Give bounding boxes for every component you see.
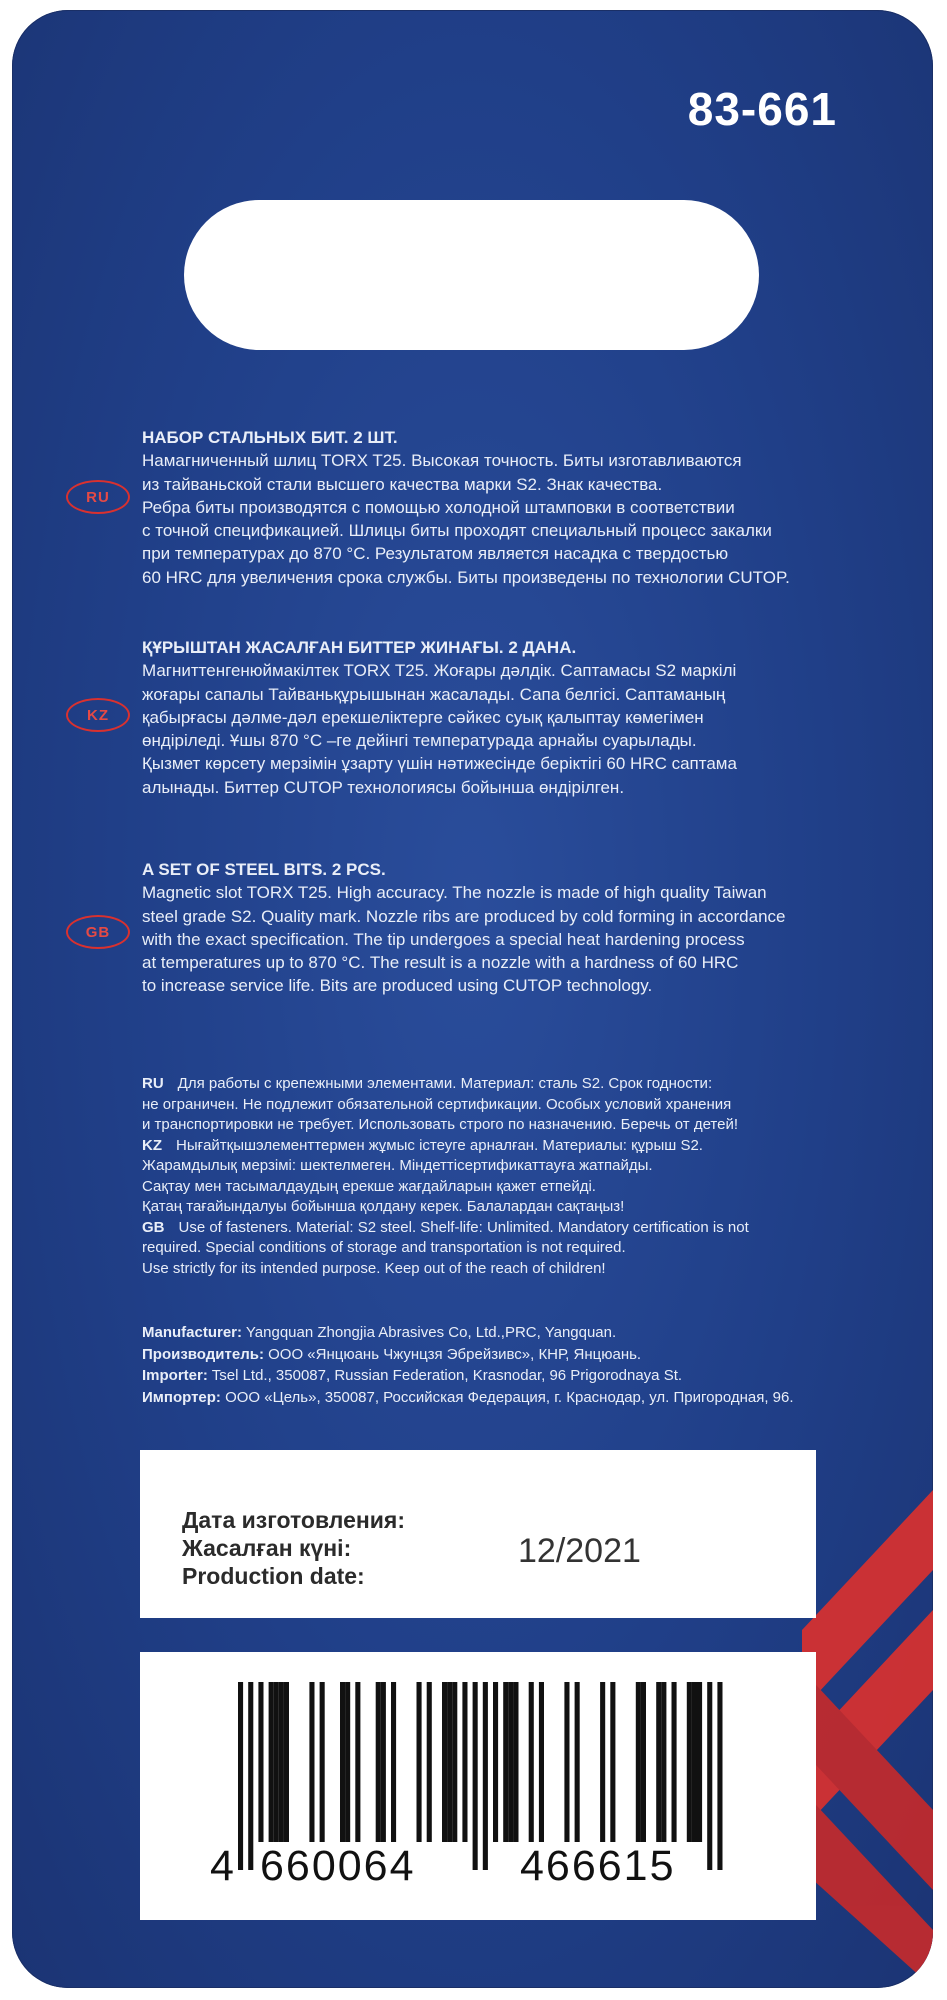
section-ru-title: НАБОР СТАЛЬНЫХ БИТ. 2 ШТ.: [142, 428, 398, 447]
section-gb-title: A SET OF STEEL BITS. 2 PCS.: [142, 860, 386, 879]
section-kz-line: алынады. Биттер CUTOP технологиясы бойынша өндірілген.: [142, 777, 625, 797]
production-date-label-kz: Жасалған күні:: [182, 1535, 352, 1561]
section-gb-line: Magnetic slot TORX T25. High accuracy. The nozzle is made of high quality Taiwan: [142, 883, 767, 903]
lang-badge-kz: KZ: [66, 698, 130, 732]
barcode-bar: [340, 1682, 345, 1842]
section-ru-line: Намагниченный шлиц TORX T25. Высокая точность. Биты изготавливаются: [142, 451, 742, 471]
barcode-bar: [600, 1682, 605, 1842]
barcode-first-digit: 4: [210, 1842, 236, 1890]
section-ru-line: Ребра биты производятся с помощью холодной штамповки в соответствии: [142, 497, 735, 517]
barcode-bar: [493, 1682, 498, 1842]
barcode-bar: [656, 1682, 661, 1842]
lang-badge-ru: RU: [66, 480, 130, 514]
note-ru-line: Для работы с крепежными элементами. Материал: сталь S2. Срок годности:: [177, 1075, 713, 1092]
note-ru-line: и транспортировки не требует. Использовать строго по назначению. Беречь от детей!: [142, 1116, 739, 1133]
note-code-kz: KZ: [142, 1136, 162, 1154]
barcode-bar: [529, 1682, 534, 1842]
barcode-bar: [661, 1682, 666, 1842]
manufacturer-label: Manufacturer:: [142, 1324, 243, 1341]
barcode-bar: [672, 1682, 677, 1842]
barcode-bar: [575, 1682, 580, 1842]
packaging-card: [12, 10, 933, 1988]
production-date-panel: [140, 1450, 816, 1618]
barcode-bar: [355, 1682, 360, 1842]
importer-label: Importer:: [142, 1367, 208, 1384]
barcode-bar: [539, 1682, 544, 1842]
barcode-bar: [442, 1682, 447, 1842]
section-gb-line: steel grade S2. Quality mark. Nozzle ribs are produced by cold forming in accordance: [142, 906, 786, 926]
manufacturer-value: Yangquan Zhongjia Abrasives Co, Ltd.,PRC, Yangquan.: [242, 1324, 617, 1341]
barcode-bar: [610, 1682, 615, 1842]
section-gb-line: with the exact specification. The tip undergoes a special heat hardening process: [142, 929, 745, 949]
section-kz-line: өндіріледі. Ұшы 870 °С –ге дейінгі температурада арнайы суарылады.: [142, 731, 697, 751]
section-ru-line: при температурах до 870 °С. Результатом является насадка с твердостью: [142, 544, 729, 564]
barcode-bar: [687, 1682, 692, 1842]
lang-badge-gb: GB: [66, 915, 130, 949]
article-number: 83-661: [687, 83, 837, 135]
barcode-bar: [320, 1682, 325, 1842]
barcode-bar: [513, 1682, 518, 1842]
barcode-bar: [391, 1682, 396, 1842]
barcode-bar: [274, 1682, 279, 1842]
note-kz-line: Нығайтқышэлементтермен жұмыс істеуге арналған. Материалы: құрыш S2.: [176, 1136, 703, 1154]
barcode-bar: [417, 1682, 422, 1842]
manufacturer-ru-value: ООО «Янцюань Чжунцзя Эбрейзивс», КНР, Янцюань.: [263, 1345, 642, 1363]
note-kz-line: Сақтау мен тасымалдаудың ерекше жағдайларын қажет етпейді.: [142, 1177, 596, 1195]
note-kz-line: Жарамдылық мерзімі: шектелмеген. Міндеттісертификаттауға жатпайды.: [142, 1157, 653, 1174]
note-ru-line: не ограничен. Не подлежит обязательной сертификации. Особых условий хранения: [142, 1095, 732, 1113]
barcode-bar: [309, 1682, 314, 1842]
note-gb-line: required. Special conditions of storage and transportation is not required.: [142, 1239, 626, 1256]
barcode-bar: [427, 1682, 432, 1842]
section-ru-line: с точной спецификацией. Шлицы биты проходят специальный процесс закалки: [142, 521, 772, 541]
production-date-label-en: Production date:: [182, 1563, 365, 1589]
barcode-bar: [641, 1682, 646, 1842]
section-ru-line: из тайваньской стали высшего качества марки S2. Знак качества.: [142, 474, 663, 494]
barcode-panel: [140, 1652, 816, 1920]
importer-ru-label: Импортер:: [142, 1388, 221, 1406]
barcode-bar: [345, 1682, 350, 1842]
barcode-bar: [279, 1682, 284, 1842]
barcode-bar: [692, 1682, 697, 1842]
barcode-bar: [447, 1682, 452, 1842]
barcode-bar: [503, 1682, 508, 1842]
barcode-bar: [269, 1682, 274, 1842]
production-date-labels: [182, 1506, 405, 1590]
section-gb-line: to increase service life. Bits are produced using CUTOP technology.: [142, 976, 653, 996]
importer-value: Tsel Ltd., 350087, Russian Federation, Krasnodar, 96 Prigorodnaya St.: [207, 1367, 683, 1384]
section-ru-line: 60 HRC для увеличения срока службы. Биты произведены по технологии CUTOP.: [142, 567, 790, 587]
note-code-ru: RU: [142, 1075, 164, 1092]
note-gb-line: Use of fasteners. Material: S2 steel. Shelf-life: Unlimited. Mandatory certification is not: [178, 1218, 749, 1236]
manufacturer-ru-label: Производитель:: [142, 1345, 264, 1363]
barcode-bar: [462, 1682, 467, 1842]
section-gb-line: at temperatures up to 870 °С. The result is a nozzle with a hardness of 60 HRC: [142, 953, 739, 973]
barcode-bar: [376, 1682, 381, 1842]
barcode-right-group: 466615: [520, 1842, 676, 1890]
section-kz-line: Магниттенгенюймакілтек TORX T25. Жоғары дәлдік. Саптамасы S2 маркілі: [142, 661, 737, 681]
barcode-bar: [284, 1682, 289, 1842]
note-gb-line: Use strictly for its intended purpose. Keep out of the reach of children!: [142, 1259, 606, 1277]
barcode-left-group: 660064: [260, 1842, 416, 1890]
section-kz-line: жоғары сапалы Тайваньқұрышынан жасалады. Сапа белгісі. Саптаманың: [142, 684, 726, 704]
barcode-bar: [508, 1682, 513, 1842]
note-kz-line: Қатаң тағайындалуы бойынша қолдану керек. Балалардан сақтаңыз!: [142, 1198, 625, 1215]
section-kz-title: ҚҰРЫШТАН ЖАСАЛҒАН БИТТЕР ЖИНАҒЫ. 2 ДАНА.: [142, 638, 577, 657]
barcode-bar: [258, 1682, 263, 1842]
production-date-value: 12/2021: [518, 1532, 641, 1570]
importer-ru-value: ООО «Цель», 350087, Российская Федерация, г. Краснодар, ул. Пригородная, 96.: [220, 1388, 794, 1406]
note-code-gb: GB: [142, 1218, 165, 1236]
barcode-bar: [697, 1682, 702, 1842]
section-kz-line: Қызмет көрсету мерзімін ұзарту үшін нәтижесінде беріктігі 60 HRC саптама: [142, 754, 737, 774]
barcode-bar: [564, 1682, 569, 1842]
barcode-bar: [381, 1682, 386, 1842]
barcode-bar: [452, 1682, 457, 1842]
barcode-digits: [140, 1842, 816, 1892]
barcode-bar: [636, 1682, 641, 1842]
production-date-label-ru: Дата изготовления:: [182, 1507, 406, 1533]
section-kz-line: қабырғасы дәлме-дәл ерекшеліктерге сәйкес суық қалыптау көмегімен: [142, 707, 704, 727]
